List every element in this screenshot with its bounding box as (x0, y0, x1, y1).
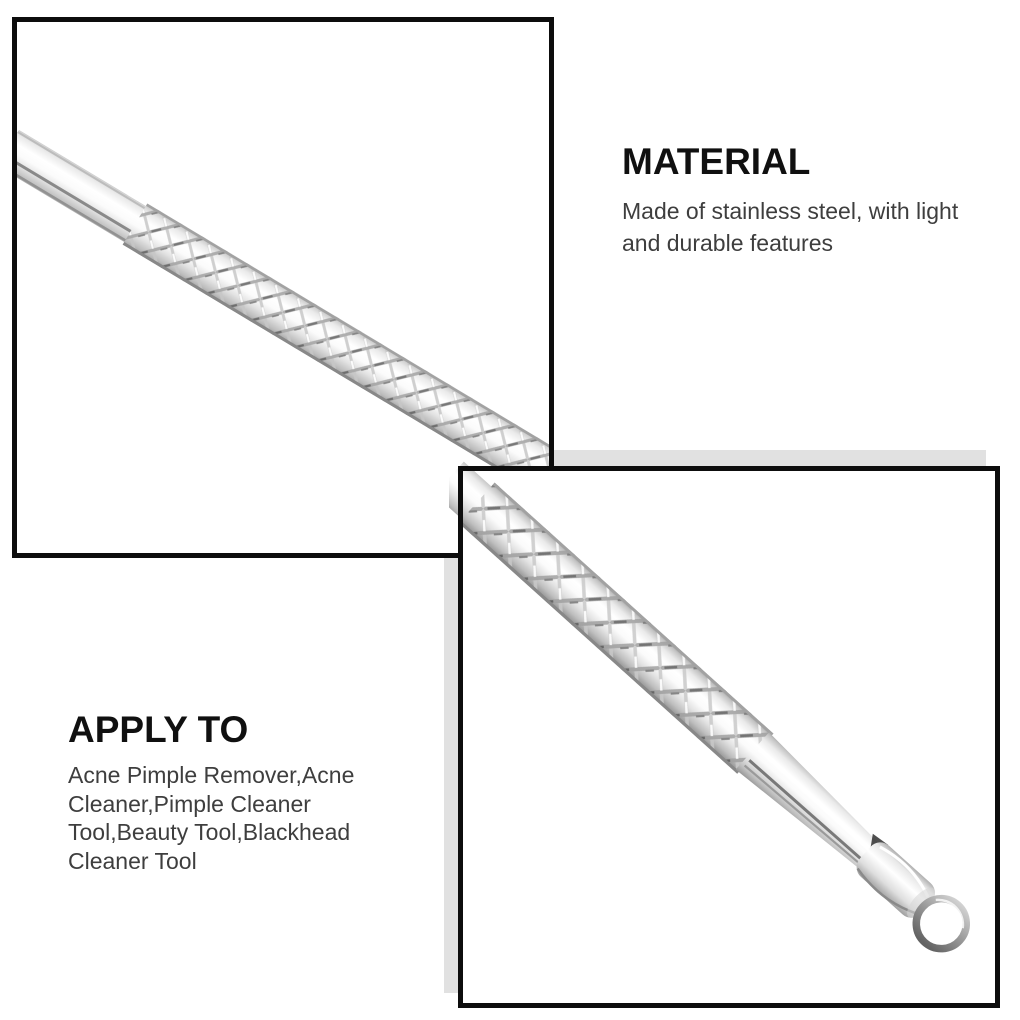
material-description: Made of stainless steel, with light and durable features (622, 198, 959, 256)
apply-to-heading: APPLY TO (68, 709, 249, 750)
apply-to-section (68, 710, 388, 875)
material-heading: MATERIAL (622, 141, 811, 182)
apply-to-description: Acne Pimple Remover,Acne Cleaner,Pimple Cleaner Tool,Beauty Tool,Blackhead Cleaner Tool (68, 762, 355, 874)
material-section (622, 142, 1012, 259)
